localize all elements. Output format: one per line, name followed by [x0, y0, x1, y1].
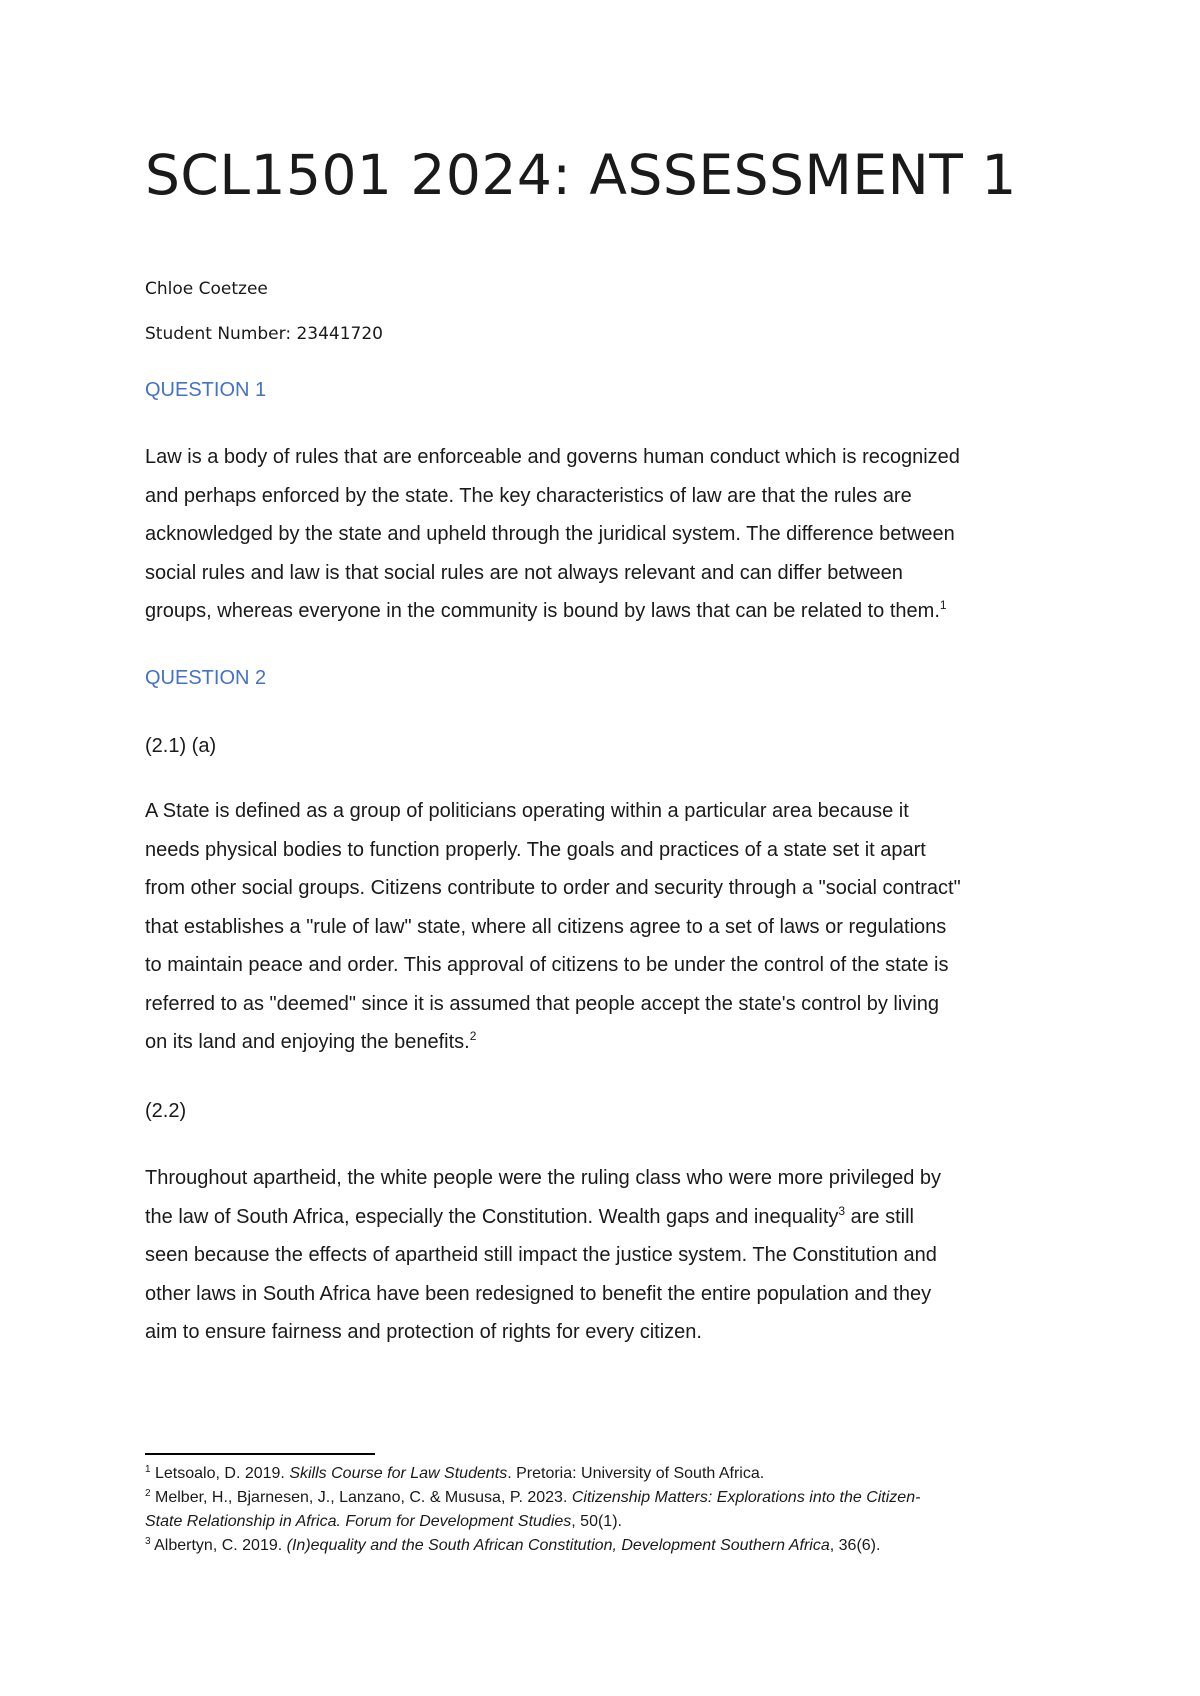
footnote-number: 2 [145, 1488, 151, 1499]
footnote-title: Skills Course for Law Students [289, 1465, 508, 1482]
answer-line: social rules and law is that social rules are not always relevant and can differ between [145, 561, 903, 584]
footnotes [145, 1462, 1085, 1558]
answer-line: acknowledged by the state and upheld through the juridical system. The difference between [145, 523, 955, 545]
footnote-ref-1[interactable]: 1 [939, 598, 947, 612]
answer-line: that establishes a "rule of law" state, where all citizens agree to a set of laws or regulations [145, 915, 947, 938]
answer-line-text: on its land and enjoying the benefits. [145, 1031, 470, 1053]
answer-line: and perhaps enforced by the state. The key characteristics of law are that the rules are [145, 484, 912, 507]
footnote-number: 3 [145, 1536, 151, 1547]
footnote-separator [145, 1453, 375, 1455]
answer-line [145, 592, 1065, 631]
footnote-ref-2[interactable]: 2 [469, 1029, 477, 1043]
answer-line [145, 1198, 1065, 1237]
answer-line: needs physical bodies to function properly. The goals and practices of a state set it apart [145, 838, 926, 861]
answer-line: aim to ensure fairness and protection of rights for every citizen. [145, 1321, 702, 1343]
answer-line [145, 1023, 1065, 1062]
answer-line: Throughout apartheid, the white people were the ruling class who were more privileged by [145, 1167, 942, 1189]
answer-line: A State is defined as a group of politicians operating within a particular area because it [145, 800, 909, 822]
document-title: SCL1501 2024: ASSESSMENT 1 [145, 143, 1017, 207]
question-1-heading: QUESTION 1 [145, 379, 267, 401]
answer-line-text: groups, whereas everyone in the community is bound by laws that can be related to them. [145, 600, 940, 622]
answer-line-text: are still [845, 1205, 914, 1228]
footnote-text: . Pretoria: University of South Africa. [507, 1465, 765, 1482]
footnote-2-continued [145, 1510, 1085, 1534]
footnote-text: , 36(6). [829, 1537, 881, 1554]
footnote-1 [145, 1462, 1085, 1486]
answer-line: other laws in South Africa have been redesigned to benefit the entire population and they [145, 1282, 932, 1305]
answer-line: from other social groups. Citizens contribute to order and security through a "social contract" [145, 877, 961, 899]
question-1-answer [145, 438, 1065, 631]
footnote-text: , 50(1). [571, 1513, 622, 1530]
answer-line: seen because the effects of apartheid still impact the justice system. The Constitution and [145, 1244, 937, 1266]
subquestion-2-2-label: (2.2) [145, 1100, 187, 1122]
footnote-title: State Relationship in Africa. Forum for Development Studies [145, 1513, 572, 1530]
question-2-heading: QUESTION 2 [145, 667, 267, 689]
footnote-ref-3[interactable]: 3 [838, 1203, 846, 1218]
answer-line-text: the law of South Africa, especially the Constitution. Wealth gaps and inequality [145, 1205, 839, 1228]
footnote-text: Melber, H., Bjarnesen, J., Lanzano, C. & Mususa, P. 2023. [150, 1489, 572, 1506]
question-2-2-answer [145, 1159, 1065, 1352]
footnote-number: 1 [145, 1464, 151, 1475]
subquestion-2-1-label: (2.1) (a) [145, 735, 217, 757]
footnote-text: Letsoalo, D. 2019. [150, 1465, 290, 1482]
answer-line: referred to as "deemed" since it is assumed that people accept the state's control by living [145, 992, 939, 1015]
question-2-1-answer [145, 792, 1065, 1062]
footnote-title: (In)equality and the South African Constitution, Development Southern Africa [286, 1537, 830, 1554]
answer-line: to maintain peace and order. This approval of citizens to be under the control of the state is [145, 954, 949, 976]
footnote-text: Albertyn, C. 2019. [150, 1537, 287, 1554]
author-name: Chloe Coetzee [145, 279, 268, 299]
footnote-title: Citizenship Matters: Explorations into the Citizen- [571, 1489, 921, 1506]
footnote-3 [145, 1534, 1085, 1558]
footnote-2 [145, 1486, 1085, 1510]
answer-line: Law is a body of rules that are enforceable and governs human conduct which is recognized [145, 446, 960, 468]
student-number: Student Number: 23441720 [145, 324, 383, 344]
